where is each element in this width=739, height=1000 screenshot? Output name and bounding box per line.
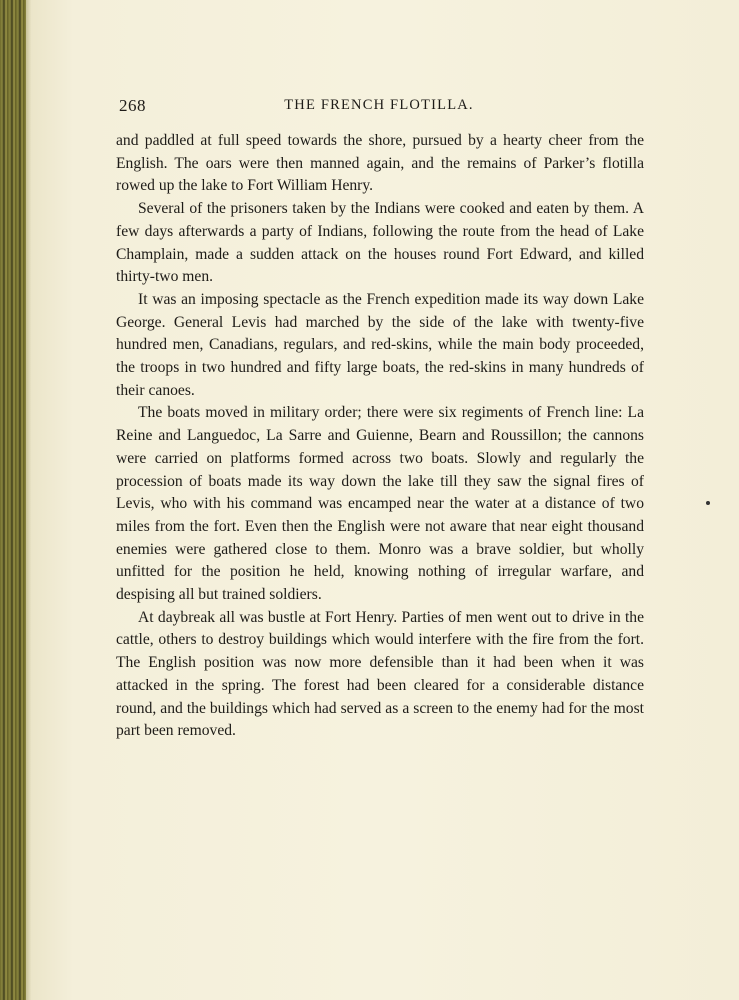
page-number: 268	[119, 96, 146, 115]
paragraph: At daybreak all was bustle at Fort Henry. Parties of men went out to drive in the cattle, others to destroy buildings which would interfere with the fire from the fort. The English position was now more defensible than it had been when it was attacked in the spring. The forest had been cleared for a considerable distance round, and the buildings which had served as a screen to the enemy had for the most part been removed.	[116, 608, 644, 740]
running-title: THE FRENCH FLOTILLA.	[284, 97, 474, 113]
paragraph: Several of the prisoners taken by the Indians were cooked and eaten by them. A few days afterwards a party of Indians, following the route from the head of Lake Champlain, made a sudden attack on the houses round Fort Edward, and killed thirty-two men.	[116, 200, 644, 286]
paragraph: and paddled at full speed towards the shore, pursued by a hearty cheer from the English. The oars were then manned again, and the remains of Parker’s flotilla rowed up the lake to Fort William Henry.	[116, 132, 644, 195]
body-text	[116, 130, 644, 743]
margin-mark	[706, 501, 710, 505]
page-header	[119, 96, 639, 118]
paragraph: The boats moved in military order; there were six regiments of French line: La Reine and Languedoc, La Sarre and Guienne, Bearn and Roussillon; the cannons were carried on platforms formed across two boats. Slowly and regularly the procession of boats made its way down the lake till they saw the signal fires of Levis, who with his command was encamped near the water at a distance of two miles from the fort. Even then the English were not aware that near eight thousand enemies were gathered close to them. Monro was a brave soldier, but wholly unfitted for the position he held, knowing nothing of irregular warfare, and despising all but trained soldiers.	[116, 404, 644, 604]
paragraph: It was an imposing spectacle as the French expedition made its way down Lake George. General Levis had marched by the side of the lake with twenty-five hundred men, Canadians, regulars, and red-skins, while the main body proceeded, the troops in two hundred and fifty large boats, the red-skins in many hundreds of their canoes.	[116, 290, 644, 399]
